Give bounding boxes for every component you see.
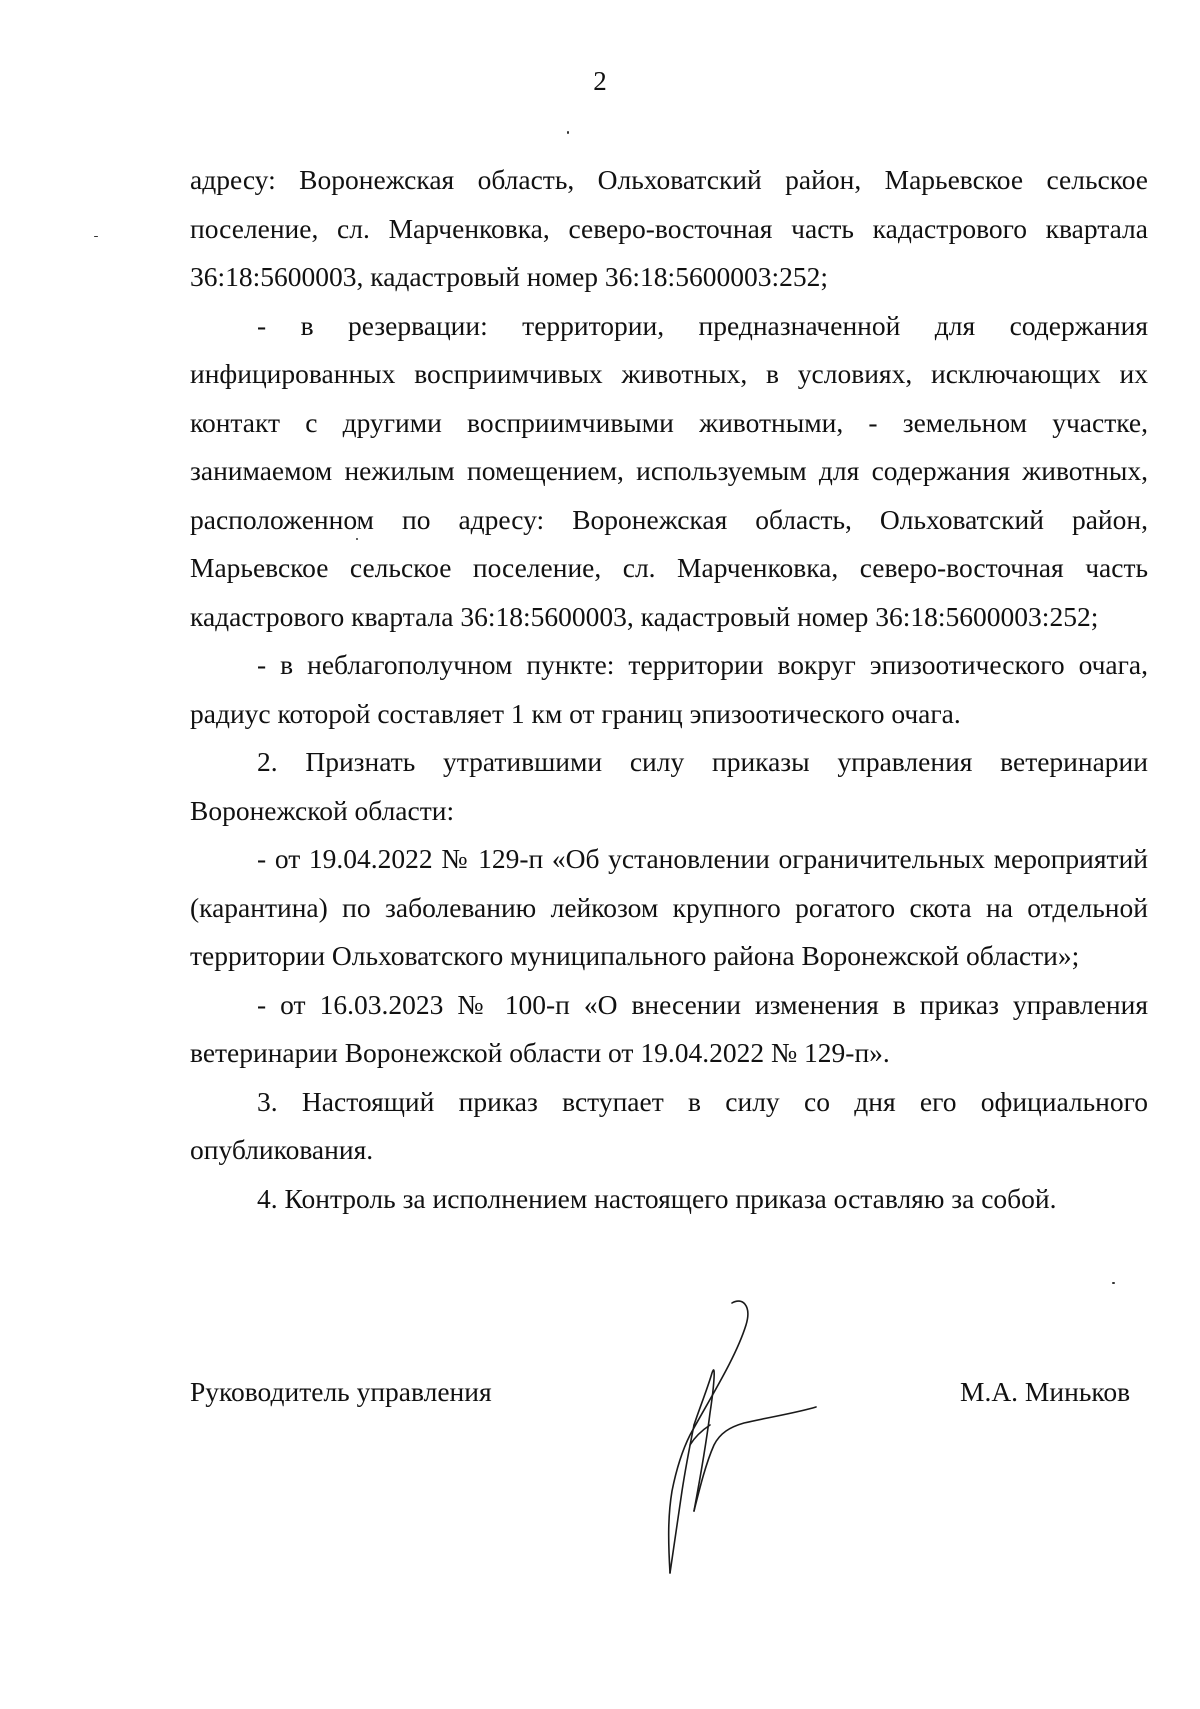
page-number: 2 bbox=[593, 66, 607, 96]
scan-speck bbox=[567, 131, 569, 134]
document-body bbox=[190, 156, 1148, 1223]
paragraph-order-100: - от 16.03.2023 № 100-п «О внесении изменения в приказ управления ветеринарии Воронежской области от 19.04.2022 № 129-п». bbox=[190, 988, 1148, 1068]
paragraph-item-2: 2. Признать утратившими силу приказы управления ветеринарии Воронежской области: bbox=[190, 746, 1148, 826]
paragraph-item-3: 3. Настоящий приказ вступает в силу со дня его официального опубликования. bbox=[190, 1085, 1148, 1165]
handwritten-signature bbox=[660, 1295, 820, 1585]
paragraph-item-4: 4. Контроль за исполнением настоящего приказа оставляю за собой. bbox=[257, 1182, 1057, 1214]
scan-speck bbox=[94, 236, 98, 237]
paragraph-address-continuation: адресу: Воронежская область, Ольховатский район, Марьевское сельское поселение, сл. Марченковка, северо-восточная часть кадастрового квартала 36:18:5600003, кадастровый номер 36:18:5600003:252; bbox=[190, 164, 1148, 292]
signer-position-title: Руководитель управления bbox=[190, 1376, 492, 1407]
paragraph-unfavorable-point: - в неблагополучном пункте: территории вокруг эпизоотического очага, радиус которой составляет 1 км от границ эпизоотического очага. bbox=[190, 649, 1148, 729]
paragraph-order-129: - от 19.04.2022 № 129-п «Об установлении ограничительных мероприятий (карантина) по заболеванию лейкозом крупного рогатого скота на отдельной территории Ольховатского муниципального района Воронежской области»; bbox=[190, 843, 1148, 971]
scan-speck bbox=[1112, 1282, 1115, 1284]
paragraph-reservation: - в резервации: территории, предназначенной для содержания инфицированных восприимчивых животных, в условиях, исключающих их контакт с другими восприимчивыми животными, - земельном участке, занимаемом нежилым помещением, используемым для содержания животных, расположенном по адресу: Воронежская область, Ольховатский район, Марьевское сельское поселение, сл. Марченковка, северо-восточная часть кадастрового квартала 36:18:5600003, кадастровый номер 36:18:5600003:252; bbox=[190, 309, 1148, 632]
signer-name: М.А. Миньков bbox=[960, 1376, 1131, 1407]
